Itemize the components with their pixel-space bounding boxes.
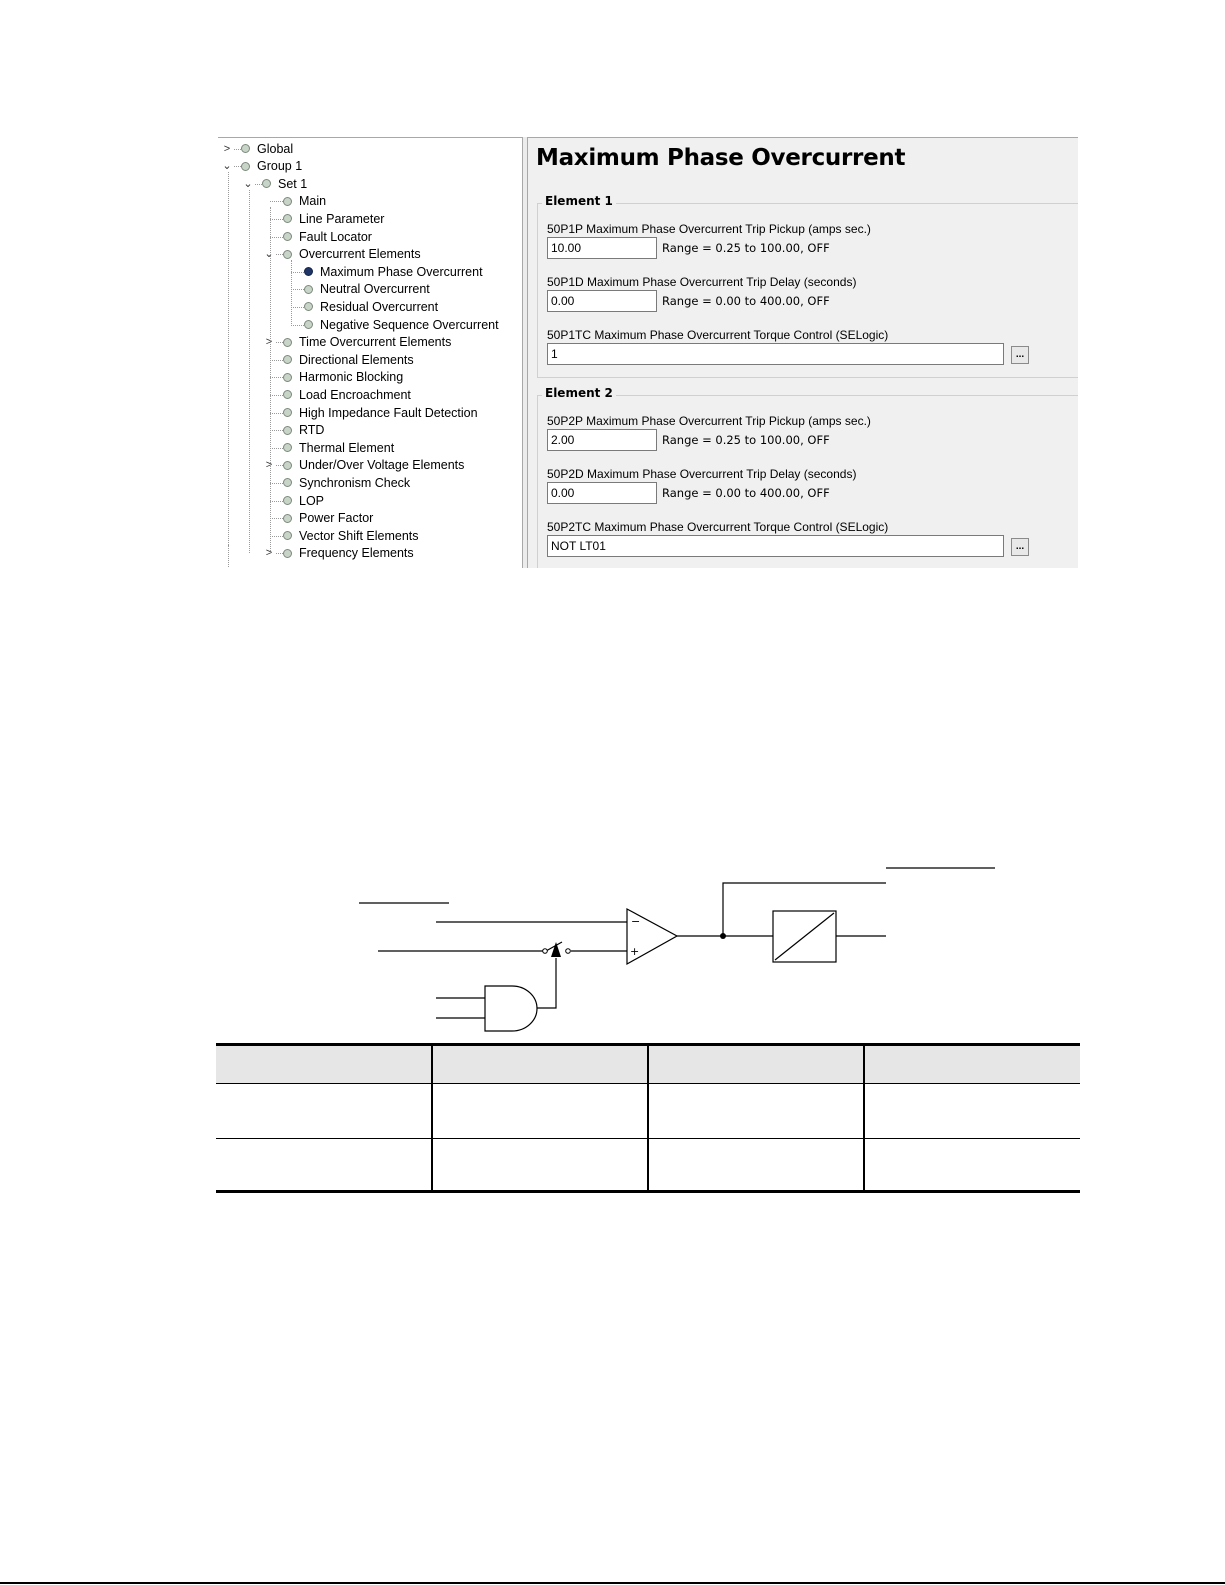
settings-table (216, 1043, 1080, 1193)
tree-item-main[interactable] (218, 193, 523, 211)
tree-connector (270, 483, 283, 484)
tree-connector (270, 413, 283, 414)
tree-connector (270, 448, 283, 449)
node-circle-icon (283, 408, 292, 417)
chevron-right-icon[interactable]: > (265, 459, 273, 472)
tree-connector (270, 377, 283, 378)
50p1d-range: Range = 0.00 to 400.00, OFF (662, 294, 830, 308)
node-circle-icon (283, 355, 292, 364)
tree-connector (276, 342, 283, 343)
node-circle-icon (283, 514, 292, 523)
tree-item-label: Neutral Overcurrent (320, 282, 430, 297)
timer-diagonal (775, 913, 834, 960)
tree-item-label: Residual Overcurrent (320, 299, 439, 314)
tree-item-label: Under/Over Voltage Elements (299, 458, 465, 473)
tree-item-directional-elements[interactable] (218, 352, 523, 370)
tree-connector (291, 307, 304, 308)
50p1d-label: 50P1D Maximum Phase Overcurrent Trip Delay (seconds) (547, 275, 857, 289)
tree-item-under-over-voltage-elements[interactable] (218, 457, 523, 475)
node-circle-icon (241, 162, 250, 171)
node-circle-icon (283, 214, 292, 223)
tree-connector (270, 360, 283, 361)
tree-item-label: Time Overcurrent Elements (299, 335, 452, 350)
tree-guide-line (291, 260, 292, 324)
switch-contact-left (543, 949, 548, 954)
50p1tc-browse-button[interactable]: ... (1011, 346, 1029, 364)
instantaneous-output-line (723, 883, 886, 936)
tree-connector (291, 289, 304, 290)
tree-item-time-overcurrent-elements[interactable] (218, 334, 523, 352)
tree-item-label: Fault Locator (299, 229, 372, 244)
chevron-right-icon[interactable]: > (265, 336, 273, 349)
tree-connector (270, 536, 283, 537)
tree-item-label: Main (299, 194, 327, 209)
50p2d-input[interactable] (547, 482, 657, 504)
tree-item-label: Vector Shift Elements (299, 528, 419, 543)
50p1tc-input[interactable] (547, 343, 1004, 365)
node-circle-icon (283, 478, 292, 487)
tree-item-label: Frequency Elements (299, 546, 414, 561)
node-circle-icon (283, 390, 292, 399)
node-circle-icon (283, 549, 292, 558)
node-circle-icon (283, 232, 292, 241)
tree-connector (234, 149, 241, 150)
torque-control-line (537, 958, 556, 1008)
50p2tc-browse-button[interactable]: ... (1011, 538, 1029, 556)
tree-connector (270, 395, 283, 396)
tree-item-neutral-overcurrent[interactable] (218, 281, 523, 299)
switch-actuator-arrow (551, 942, 561, 957)
tree-item-synchronism-check[interactable] (218, 475, 523, 493)
tree-item-label: LOP (299, 493, 325, 508)
tree-connector (270, 501, 283, 502)
tree-item-group-1[interactable] (218, 158, 523, 176)
comparator (627, 909, 677, 964)
tree-connector (270, 237, 283, 238)
tree-item-label: Negative Sequence Overcurrent (320, 317, 499, 332)
settings-screenshot (218, 137, 1078, 568)
50p1d-input[interactable] (547, 290, 657, 312)
node-circle-icon (283, 250, 292, 259)
50p2tc-label: 50P2TC Maximum Phase Overcurrent Torque Control (SELogic) (547, 520, 889, 534)
comparator-minus: − (631, 915, 641, 928)
tree-connector (255, 184, 262, 185)
element-1-heading: Element 1 (542, 194, 616, 208)
tree-guide-line (249, 190, 250, 554)
comparator-plus: + (630, 945, 640, 958)
tree-item-label: Harmonic Blocking (299, 370, 404, 385)
chevron-down-icon[interactable]: ⌄ (222, 160, 232, 173)
tree-item-high-impedance-fault-detection[interactable] (218, 405, 523, 423)
tree-connector (270, 518, 283, 519)
tree-item-label: Line Parameter (299, 211, 385, 226)
and-gate (485, 986, 537, 1031)
50p2d-label: 50P2D Maximum Phase Overcurrent Trip Delay (seconds) (547, 467, 857, 481)
tree-connector (291, 325, 304, 326)
chevron-down-icon[interactable]: ⌄ (264, 248, 274, 261)
tree-item-negative-sequence-overcurrent[interactable] (218, 317, 523, 335)
node-circle-icon (262, 179, 271, 188)
50p1p-range: Range = 0.25 to 100.00, OFF (662, 241, 830, 255)
node-circle-icon (283, 443, 292, 452)
tree-guide-line (270, 207, 271, 553)
node-circle-icon (283, 373, 292, 382)
table-column-divider (431, 1046, 433, 1190)
tree-item-set-1[interactable] (218, 176, 523, 194)
tree-item-overcurrent-elements[interactable] (218, 246, 523, 264)
tree-item-label: Group 1 (257, 159, 303, 174)
node-circle-icon (283, 426, 292, 435)
50p2p-range: Range = 0.25 to 100.00, OFF (662, 433, 830, 447)
table-bottom-rule (216, 1190, 1080, 1193)
element-2-heading: Element 2 (542, 386, 616, 400)
tree-item-global[interactable] (218, 141, 523, 159)
50p1p-input[interactable] (547, 237, 657, 259)
node-circle-icon (304, 320, 313, 329)
tree-item-line-parameter[interactable] (218, 211, 523, 229)
tree-item-label: Thermal Element (299, 440, 395, 455)
50p1p-label: 50P1P Maximum Phase Overcurrent Trip Pickup (amps sec.) (547, 222, 871, 236)
tree-item-label: Directional Elements (299, 352, 414, 367)
timer-box (773, 911, 836, 962)
tree-connector (270, 201, 283, 202)
node-circle-icon (283, 338, 292, 347)
junction-dot (720, 933, 726, 939)
tree-item-power-factor[interactable] (218, 510, 523, 528)
chevron-right-icon[interactable]: > (265, 547, 273, 560)
tree-guide-line (228, 545, 229, 568)
chevron-down-icon[interactable]: ⌄ (243, 177, 253, 190)
page-title: Maximum Phase Overcurrent (536, 145, 906, 171)
tree-item-thermal-element[interactable] (218, 440, 523, 458)
tree-item-lop[interactable] (218, 493, 523, 511)
tree-connector (276, 553, 283, 554)
tree-connector (270, 219, 283, 220)
tree-item-label: Set 1 (278, 176, 308, 191)
tree-guide-line (228, 172, 229, 553)
node-circle-icon (283, 461, 292, 470)
switch-blade (546, 942, 562, 951)
50p2tc-input[interactable] (547, 535, 1004, 557)
settings-panel (527, 137, 1078, 568)
tree-item-load-encroachment[interactable] (218, 387, 523, 405)
tree-item-label: Load Encroachment (299, 387, 411, 402)
tree-connector (270, 430, 283, 431)
tree-item-label: Synchronism Check (299, 475, 411, 490)
tree-item-label: Power Factor (299, 511, 374, 526)
tree-item-label: RTD (299, 423, 325, 438)
settings-tree (218, 137, 523, 568)
table-column-divider (863, 1046, 865, 1190)
node-circle-icon (283, 496, 292, 505)
switch-contact-right (566, 949, 571, 954)
tree-item-fault-locator[interactable] (218, 229, 523, 247)
chevron-right-icon[interactable]: > (223, 142, 231, 155)
tree-connector (276, 254, 283, 255)
tree-item-harmonic-blocking[interactable] (218, 369, 523, 387)
tree-item-label: High Impedance Fault Detection (299, 405, 478, 420)
tree-connector (234, 166, 241, 167)
tree-connector (276, 465, 283, 466)
node-circle-icon (241, 144, 250, 153)
node-circle-icon (283, 197, 292, 206)
tree-item-maximum-phase-overcurrent[interactable] (218, 264, 523, 282)
table-column-divider (647, 1046, 649, 1190)
node-circle-icon (283, 531, 292, 540)
node-circle-icon (304, 302, 313, 311)
node-circle-icon (304, 285, 313, 294)
page-footer-rule (0, 1582, 1225, 1584)
50p1tc-label: 50P1TC Maximum Phase Overcurrent Torque Control (SELogic) (547, 328, 889, 342)
tree-item-residual-overcurrent[interactable] (218, 299, 523, 317)
tree-item-frequency-elements[interactable] (218, 545, 523, 563)
node-circle-icon (304, 267, 313, 276)
50p2p-label: 50P2P Maximum Phase Overcurrent Trip Pickup (amps sec.) (547, 414, 871, 428)
tree-item-label: Overcurrent Elements (299, 247, 421, 262)
tree-item-label: Maximum Phase Overcurrent (320, 264, 483, 279)
tree-item-vector-shift-elements[interactable] (218, 528, 523, 546)
50p2d-range: Range = 0.00 to 400.00, OFF (662, 486, 830, 500)
tree-item-label: Global (257, 141, 294, 156)
tree-item-rtd[interactable] (218, 422, 523, 440)
50p2p-input[interactable] (547, 429, 657, 451)
tree-connector (291, 272, 304, 273)
